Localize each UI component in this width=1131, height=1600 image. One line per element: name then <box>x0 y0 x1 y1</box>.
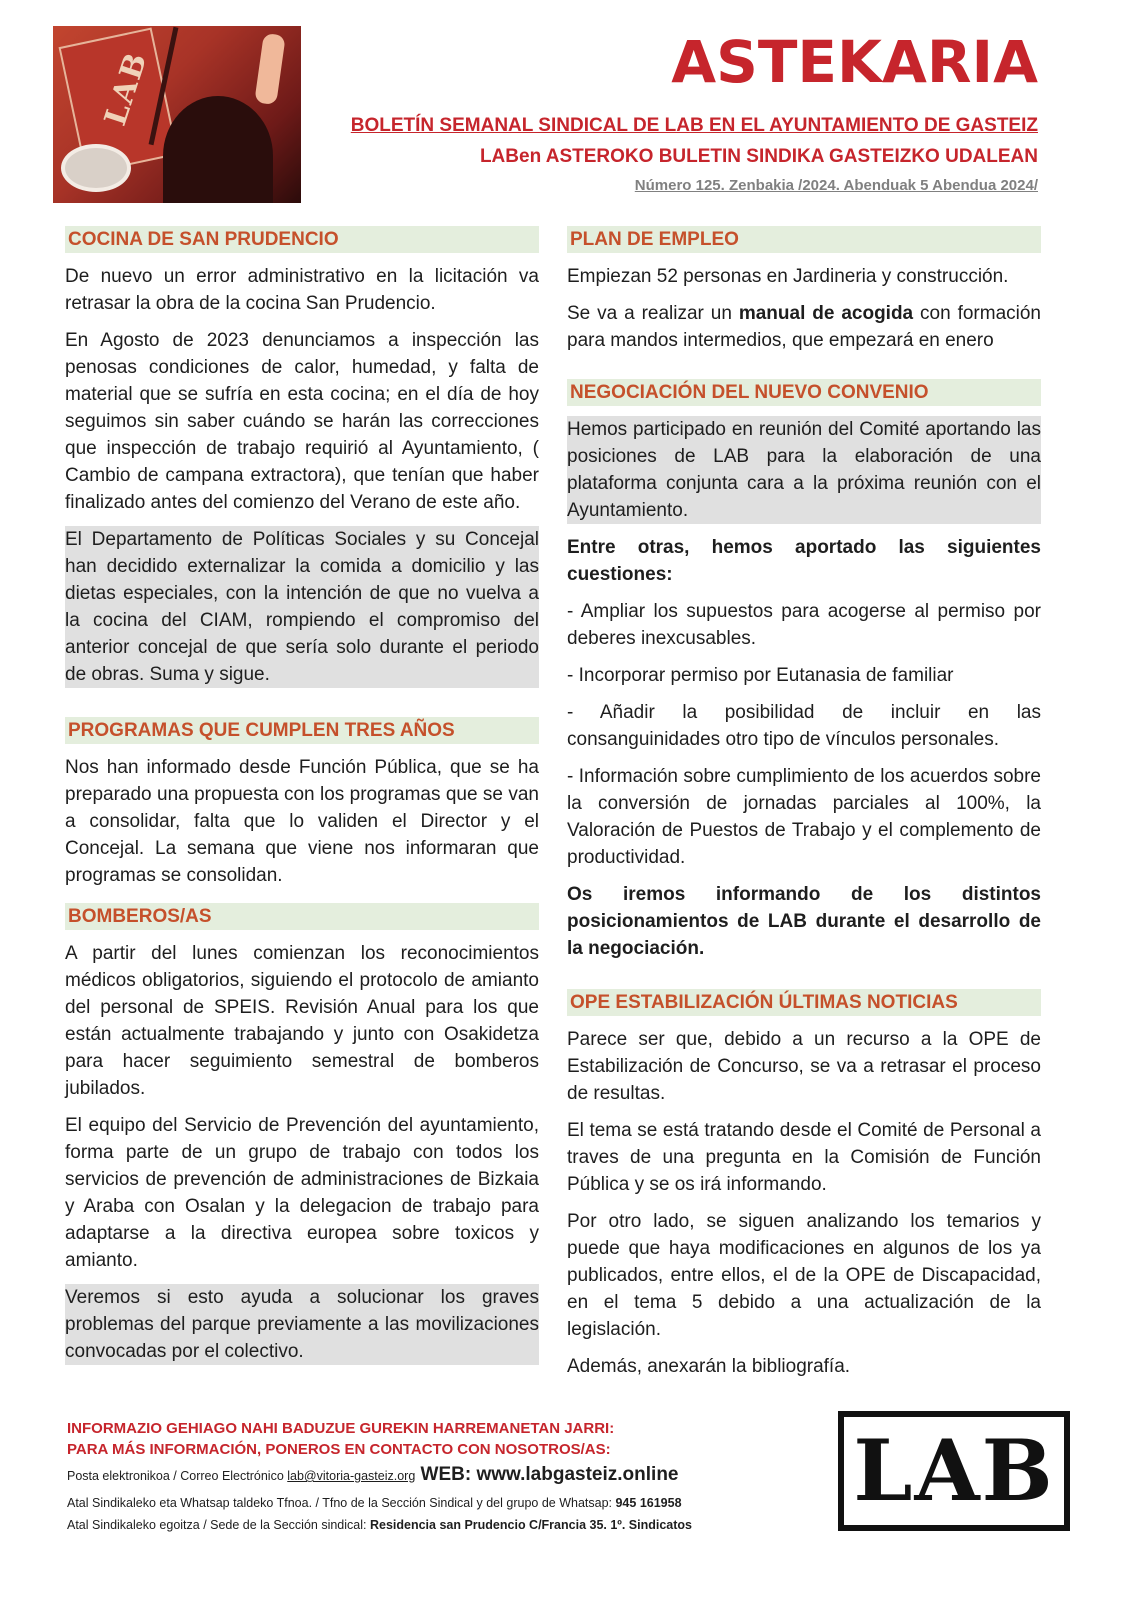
paragraph: El tema se está tratando desde el Comité de Personal a traves de una pregunta en la Comisión de Función Pública y se os irá informando. <box>567 1120 1041 1195</box>
protester-silhouette <box>163 96 273 203</box>
paragraph: A partir del lunes comienzan los reconocimientos médicos obligatorios, siguiendo el protocolo de amianto del personal de SPEIS. Revisión Anual para los que están actualmente trabajando y junto con Osakidetza para hacer seguimiento semestral de bomberos jubilados. <box>65 943 539 1099</box>
subtitle-spanish: BOLETÍN SEMANAL SINDICAL DE LAB EN EL AYUNTAMIENTO DE GASTEIZ <box>350 115 1038 136</box>
paragraph: Además, anexarán la bibliografía. <box>567 1356 851 1377</box>
highlighted-paragraph: Hemos participado en reunión del Comité aportando las posiciones de LAB para la elaboración de una plataforma conjunta cara a la próxima reunión con el Ayuntamiento. <box>567 416 1041 524</box>
footer-phone: Atal Sindikaleko eta Whatsap taldeko Tfnoa. / Tfno de la Sección Sindical y del grupo de Whatsap: 945 161958 <box>67 1496 682 1510</box>
issue-number: Número 125. Zenbakia /2024. Abenduak 5 Abendua 2024/ <box>634 177 1038 194</box>
bold-paragraph: Os iremos informando de los distintos posicionamientos de LAB durante el desarrollo de la negociación. <box>567 884 1041 959</box>
section-heading-ope: OPE ESTABILIZACIÓN ÚLTIMAS NOTICIAS <box>567 989 1041 1016</box>
subtitle-basque: LABen ASTEROKO BULETIN SINDIKA GASTEIZKO UDALEAN <box>479 146 1038 167</box>
footer-contact-spanish: PARA MÁS INFORMACIÓN, PONEROS EN CONTACTO CON NOSOTROS/AS: <box>67 1441 611 1458</box>
section-heading-plan: PLAN DE EMPLEO <box>567 226 1041 253</box>
paragraph: Nos han informado desde Función Pública, que se ha preparado una propuesta con los programas que se van a consolidar, falta que lo validen el Director y el Concejal. La semana que viene nos informaran que programas se consolidan. <box>65 757 539 886</box>
paragraph: Parece ser que, debido a un recurso a la OPE de Estabilización de Concurso, se va a retrasar el proceso de resultas. <box>567 1029 1041 1104</box>
section-heading-programas: PROGRAMAS QUE CUMPLEN TRES AÑOS <box>65 717 539 744</box>
footer-address: Atal Sindikaleko egoitza / Sede de la Sección sindical: Residencia san Prudencio C/Francia 35. 1º. Sindicatos <box>67 1518 693 1532</box>
lab-logo: LAB <box>838 1411 1070 1531</box>
list-item: - Ampliar los supuestos para acogerse al permiso por deberes inexcusables. <box>567 601 1041 649</box>
paragraph: El equipo del Servicio de Prevención del ayuntamiento, forma parte de un grupo de trabajo con todos los servicios de prevención de administraciones de Bizkaia y Araba con Osalan y la delegacion de trabajo para adaptarse a la directiva europea sobre toxicos y amianto. <box>65 1115 539 1271</box>
section-heading-bomberos: BOMBEROS/AS <box>65 903 539 930</box>
header-photo <box>53 26 301 203</box>
highlighted-paragraph: El Departamento de Políticas Sociales y su Concejal han decidido externalizar la comida a domicilio y las dietas especiales, con la intención de que no vuelva a la cocina del CIAM, rompiendo el compromiso del anterior concejal de que sería solo durante el periodo de obras. Suma y sigue. <box>65 526 539 688</box>
right-column <box>567 226 1041 1380</box>
paragraph: Se va a realizar un manual de acogida con formación para mandos intermedios, que empezará en enero <box>567 303 1041 351</box>
left-column <box>65 226 539 1365</box>
web-link[interactable]: WEB: www.labgasteiz.online <box>415 1464 679 1485</box>
page-title: ASTEKARIA <box>671 28 1038 96</box>
footer-email-web: Posta elektronikoa / Correo Electrónico lab@vitoria-gasteiz.org WEB: www.labgasteiz.online <box>67 1464 679 1485</box>
section-heading-convenio: NEGOCIACIÓN DEL NUEVO CONVENIO <box>567 379 1041 406</box>
paragraph: En Agosto de 2023 denunciamos a inspección las penosas condiciones de calor, humedad, y falta de material que se sufría en esta cocina; en el día de hoy seguimos sin saber cuándo se harán las correcciones que inspección de trabajo requirió al Ayuntamiento, ( Cambio de campana extractora), que tenían que haber finalizado antes del comienzo del Verano de este año. <box>65 330 539 513</box>
raised-fist <box>254 33 286 105</box>
footer-contact-basque: INFORMAZIO GEHIAGO NAHI BADUZUE GUREKIN HARREMANETAN JARRI: <box>67 1420 615 1437</box>
megaphone-icon <box>61 144 131 192</box>
list-item: - Incorporar permiso por Eutanasia de familiar <box>567 665 954 686</box>
paragraph: Empiezan 52 personas en Jardineria y construcción. <box>567 266 1009 287</box>
list-item: - Información sobre cumplimiento de los acuerdos sobre la conversión de jornadas parciales al 100%, la Valoración de Puestos de Trabajo y el complemento de productividad. <box>567 766 1041 868</box>
list-item: - Añadir la posibilidad de incluir en las consanguinidades otro tipo de vínculos personales. <box>567 702 1041 750</box>
section-heading-cocina: COCINA DE SAN PRUDENCIO <box>65 226 539 253</box>
bold-term: manual de acogida <box>738 303 914 324</box>
paragraph: Por otro lado, se siguen analizando los temarios y puede que haya modificaciones en algunos de los ya publicados, entre ellos, el de la OPE de Discapacidad, en el tema 5 debido a una actualización de la legislación. <box>567 1211 1041 1340</box>
email-link[interactable]: lab@vitoria-gasteiz.org <box>287 1469 416 1483</box>
paragraph: De nuevo un error administrativo en la licitación va retrasar la obra de la cocina San Prudencio. <box>65 266 539 314</box>
flag-text: LAB <box>98 47 155 130</box>
highlighted-paragraph: Veremos si esto ayuda a solucionar los graves problemas del parque previamente a las movilizaciones convocadas por el colectivo. <box>65 1284 539 1365</box>
bold-paragraph: Entre otras, hemos aportado las siguientes cuestiones: <box>567 537 1041 585</box>
